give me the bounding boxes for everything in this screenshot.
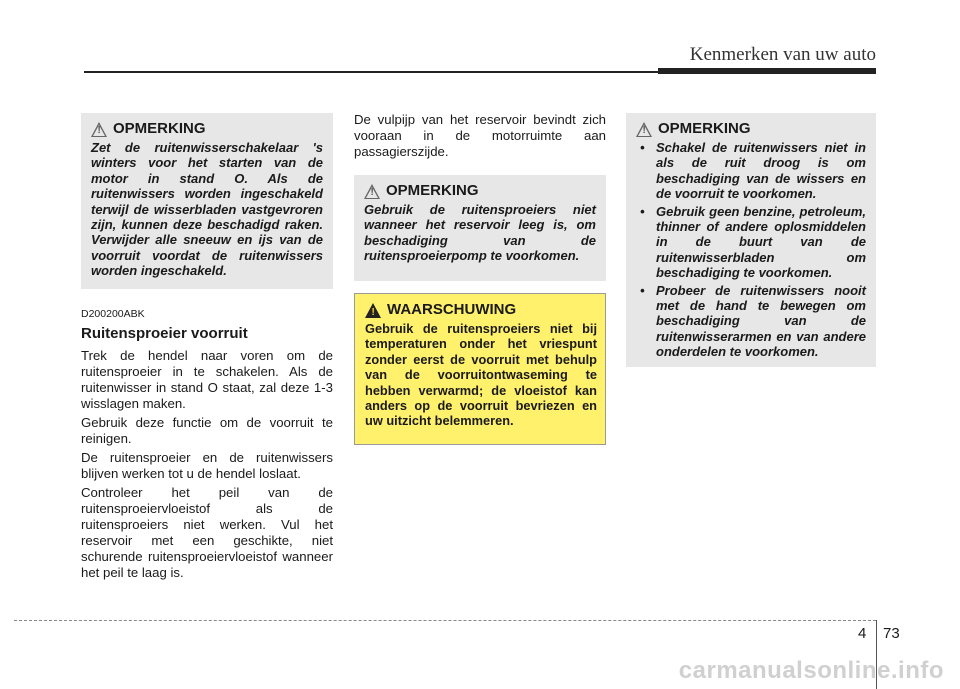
- reservoir-intro: De vulpijp van het reservoir bevindt zich vooraan in de motorruimte aan passagierszijde.: [354, 112, 606, 159]
- note-list: [636, 140, 866, 360]
- header-title: Kenmerken van uw auto: [689, 44, 876, 65]
- column-right: [626, 113, 876, 367]
- warning-title: ! WAARSCHUWING: [365, 302, 597, 318]
- section-heading: Ruitensproeier voorruit: [81, 325, 248, 342]
- caution-triangle-icon: !: [636, 122, 652, 137]
- note-box-washer-pump: [354, 175, 606, 281]
- list-item: • Gebruik geen benzine, petroleum, thinner of andere oplosmiddelen in de buurt van de ruitenwisserbladen om beschadiging te voorkomen.: [636, 204, 866, 281]
- paragraph: De ruitensproeier en de ruitenwissers blijven werken tot u de hendel loslaat.: [81, 450, 333, 481]
- watermark: carmanualsonline.info: [678, 657, 944, 684]
- page-number: 73: [883, 625, 900, 642]
- note-box-wiper-care: [626, 113, 876, 367]
- note-title: ! OPMERKING: [364, 183, 596, 199]
- note-text: Gebruik de ruitensproeiers niet wanneer het reservoir leeg is, om beschadiging van de ruitensproeierpomp te voorkomen.: [364, 202, 596, 264]
- paragraph: Trek de hendel naar voren om de ruitensproeier in te schakelen. Als de ruitenwisser in stand O staat, zal deze 1-3 wisslagen maken.: [81, 348, 333, 411]
- header-rule-accent: [658, 68, 876, 74]
- note-title: ! OPMERKING: [636, 121, 866, 137]
- chapter-number: 4: [858, 625, 867, 642]
- paragraph: Controleer het peil van de ruitensproeiervloeistof als de ruitensproeiers niet werken. Vul het reservoir met een geschikte, niet schurende ruitensproeiervloeistof wanneer het peil te laag is.: [81, 485, 333, 580]
- list-item: • Schakel de ruitenwissers niet in als de ruit droog is om beschadiging van de wissers en de voorruit te voorkomen.: [636, 140, 866, 202]
- caution-triangle-icon: !: [91, 122, 107, 137]
- column-left: [81, 113, 333, 584]
- paragraph: Gebruik deze functie om de voorruit te reinigen.: [81, 415, 333, 446]
- column-middle: [354, 112, 606, 445]
- note-text: Zet de ruitenwisserschakelaar 's winters voor het starten van de motor in stand O. Als de ruitenwissers worden ingeschakeld terwijl de wisserbladen vastgevroren zijn, kunnen deze beschadigd raken. Verwijder alle sneeuw en ijs van de voorruit voordat de ruitenwissers worden ingeschakeld.: [91, 140, 323, 279]
- note-title: ! OPMERKING: [91, 121, 323, 137]
- caution-triangle-icon: !: [364, 184, 380, 199]
- footer-rule: [14, 620, 876, 621]
- warning-text: Gebruik de ruitensproeiers niet bij temperaturen onder het vriespunt zonder eerst de voorruit met behulp van de voorruitontwaseming te hebben verwarmd; de vloeistof kan anders op de voorruit bevriezen en uw uitzicht belemmeren.: [365, 321, 597, 429]
- section-code: D200200ABK: [81, 308, 145, 320]
- warning-box-freezing: [354, 293, 606, 445]
- warning-triangle-icon: !: [365, 303, 381, 318]
- list-item: • Probeer de ruitenwissers nooit met de hand te bewegen om beschadiging van de ruitenwisserarmen en van andere onderdelen te voorkomen.: [636, 283, 866, 360]
- note-box-wipers-winter: [81, 113, 333, 289]
